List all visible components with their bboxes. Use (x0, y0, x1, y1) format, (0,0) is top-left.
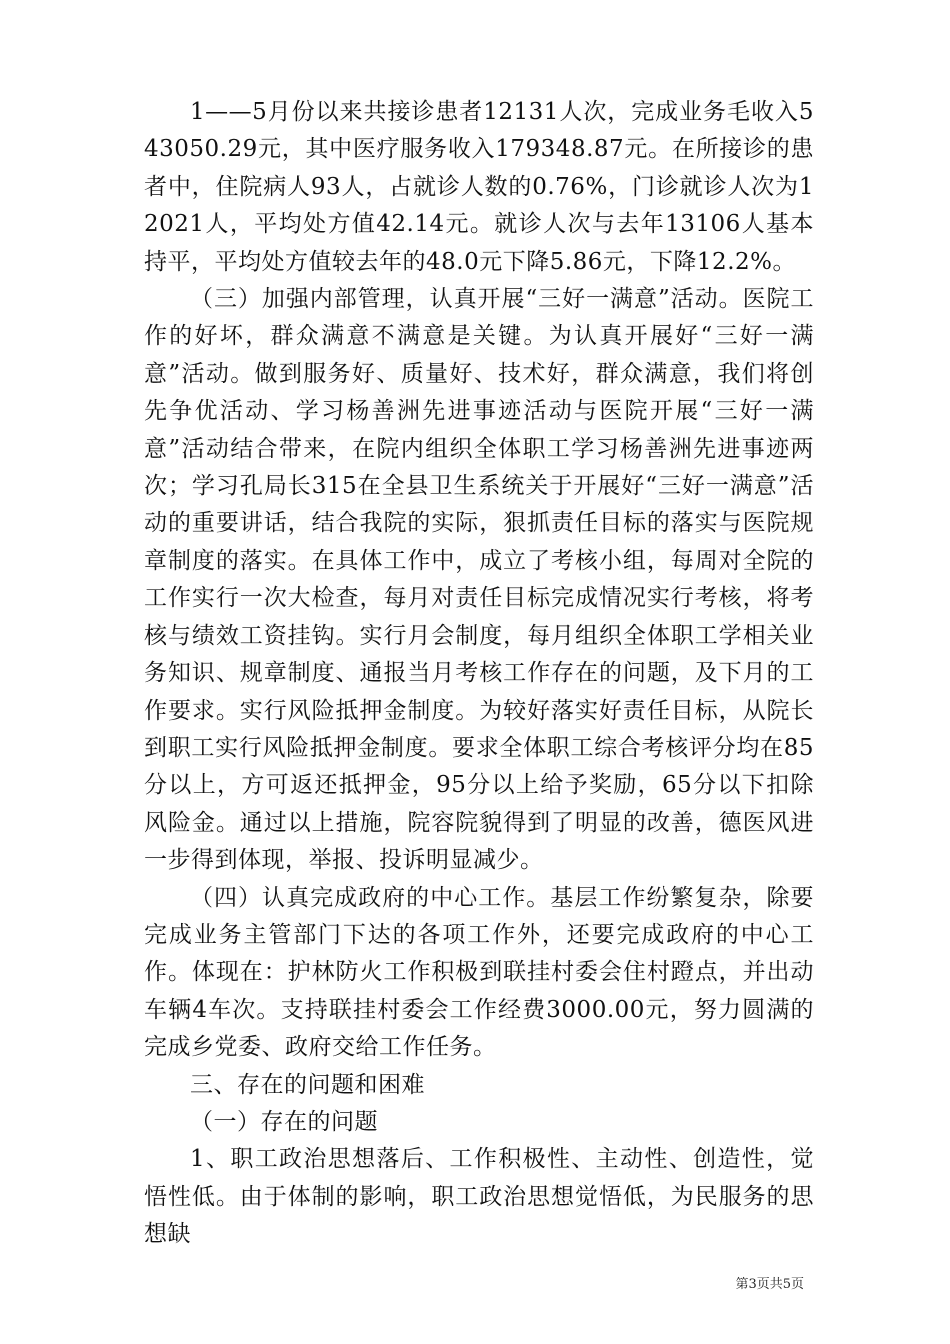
subsection-heading-existing-problems: （一）存在的问题 (190, 1108, 378, 1135)
paragraph-government-work: （四）认真完成政府的中心工作。基层工作纷繁复杂，除要完成业务主管部门下达的各项工作外，还要完成政府的中心工作。体现在：护林防火工作积极到联挂村委会住村蹬点，并出动车辆4车次。支持联挂村委会工作经费3000.00元，努力圆满的完成乡党委、政府交给工作任务。 (144, 884, 814, 1061)
paragraph-internal-management: （三）加强内部管理，认真开展“三好一满意”活动。医院工作的好坏，群众满意不满意是关键。为认真开展好“三好一满意”活动。做到服务好、质量好、技术好，群众满意，我们将创先争优活动、学习杨善洲先进事迹活动与医院开展“三好一满意”活动结合带来，在院内组织全体职工学习杨善洲先进事迹两次；学习孔局长315在全县卫生系统关于开展好“三好一满意”活动的重要讲话，结合我院的实际，狠抓责任目标的落实与医院规章制度的落实。在具体工作中，成立了考核小组，每周对全院的工作实行一次大检查，每月对责任目标完成情况实行考核，将考核与绩效工资挂钩。实行月会制度，每月组织全体职工学相关业务知识、规章制度、通报当月考核工作存在的问题，及下月的工作要求。实行风险抵押金制度。为较好落实好责任目标，从院长到职工实行风险抵押金制度。要求全体职工综合考核评分均在85分以上，方可返还抵押金，95分以上给予奖励，65分以下扣除风险金。通过以上措施，院容院貌得到了明显的改善，德医风进一步得到体现，举报、投诉明显减少。 (144, 286, 814, 874)
page-number-footer: 第3页共5页 (735, 1277, 804, 1292)
section-heading-problems: 三、存在的问题和困难 (190, 1071, 425, 1098)
paragraph-statistics: 1——5月份以来共接诊患者12131人次，完成业务毛收入543050.29元，其中医疗服务收入179348.87元。在所接诊的患者中，住院病人93人，占就诊人数的0.76%，门诊就诊人次为12021人，平均处方值42.14元。就诊人次与去年13106人基本持平，平均处方值较去年的48.0元下降5.86元，下降12.2%。 (144, 99, 814, 275)
paragraph-problem-one: 1、职工政治思想落后、工作积极性、主动性、创造性，觉悟性低。由于体制的影响，职工政治思想觉悟低，为民服务的思想缺 (144, 1146, 814, 1248)
document-body (144, 94, 814, 1254)
